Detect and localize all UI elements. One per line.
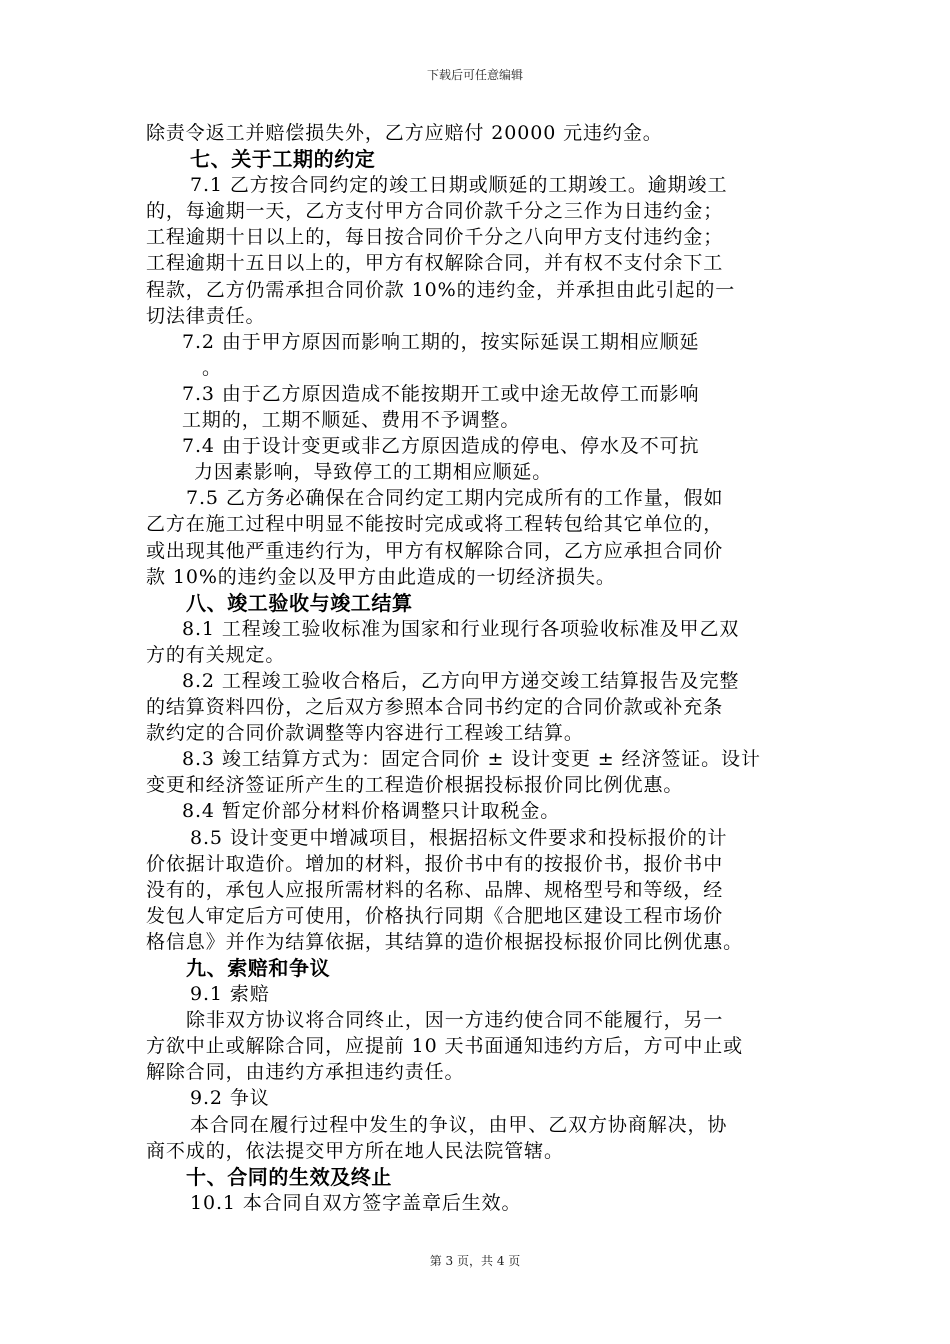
text-line: 程款，乙方仍需承担合同价款 10%的违约金，并承担由此引起的一	[146, 278, 736, 301]
text-line: 方的有关规定。	[146, 643, 286, 666]
text-line: 商不成的，依法提交甲方所在地人民法院管辖。	[146, 1139, 564, 1162]
text-line: 8.3 竣工结算方式为：固定合同价 ± 设计变更 ± 经济签证。设计	[182, 748, 761, 771]
text-line: 工程逾期十五日以上的，甲方有权解除合同，并有权不支付余下工	[146, 252, 724, 275]
text-line: 款约定的合同价款调整等内容进行工程竣工结算。	[146, 722, 584, 745]
text-line: 发包人审定后方可使用，价格执行同期《合肥地区建设工程市场价	[146, 904, 724, 927]
text-line: 8.5 设计变更中增减项目，根据招标文件要求和投标报价的计	[190, 826, 728, 849]
text-line: 价依据计取造价。增加的材料，报价书中有的按报价书，报价书中	[146, 852, 724, 875]
text-line: 的，每逾期一天，乙方支付甲方合同价款千分之三作为日违约金；	[146, 200, 724, 223]
text-line: 切法律责任。	[146, 304, 266, 327]
text-line: 方欲中止或解除合同，应提前 10 天书面通知违约方后，方可中止或	[146, 1035, 744, 1058]
text-line: 7.1 乙方按合同约定的竣工日期或顺延的工期竣工。逾期竣工	[190, 174, 728, 197]
text-line: 。	[202, 356, 222, 379]
text-line: 9.1 索赔	[190, 983, 270, 1006]
text-line: 除责令返工并赔偿损失外，乙方应赔付 20000 元违约金。	[146, 122, 663, 144]
text-line: 8.2 工程竣工验收合格后，乙方向甲方递交竣工结算报告及完整	[182, 669, 740, 692]
text-line: 8.1 工程竣工验收标准为国家和行业现行各项验收标准及甲乙双	[182, 617, 740, 640]
text-line: 或出现其他严重违约行为，甲方有权解除合同，乙方应承担合同价	[146, 539, 724, 562]
section-heading: 十、合同的生效及终止	[186, 1164, 392, 1189]
text-line: 变更和经济签证所产生的工程造价根据投标报价同比例优惠。	[146, 774, 684, 797]
text-line: 7.4 由于设计变更或非乙方原因造成的停电、停水及不可抗	[182, 435, 700, 458]
text-line: 本合同在履行过程中发生的争议，由甲、乙双方协商解决，协	[190, 1113, 728, 1136]
text-line: 7.3 由于乙方原因造成不能按期开工或中途无故停工而影响	[182, 382, 700, 405]
text-line: 工程逾期十日以上的，每日按合同价千分之八向甲方支付违约金；	[146, 226, 724, 249]
text-line: 工期的，工期不顺延、费用不予调整。	[182, 409, 521, 432]
text-line: 8.4 暂定价部分材料价格调整只计取税金。	[182, 800, 561, 823]
text-line: 款 10%的违约金以及甲方由此造成的一切经济损失。	[146, 565, 616, 588]
text-line: 格信息》并作为结算依据，其结算的造价根据投标报价同比例优惠。	[146, 930, 744, 953]
text-line: 乙方在施工过程中明显不能按时完成或将工程转包给其它单位的，	[146, 513, 724, 536]
text-line: 9.2 争议	[190, 1087, 270, 1110]
text-line: 7.2 由于甲方原因而影响工期的，按实际延误工期相应顺延	[182, 330, 700, 353]
text-line: 10.1 本合同自双方签字盖章后生效。	[190, 1191, 522, 1214]
text-line: 解除合同，由违约方承担违约责任。	[146, 1061, 465, 1084]
section-heading: 九、索赔和争议	[186, 956, 331, 980]
section-heading: 七、关于工期的约定	[190, 147, 376, 172]
document-body	[146, 120, 808, 1216]
text-line: 7.5 乙方务必确保在合同约定工期内完成所有的工作量，假如	[186, 487, 724, 510]
text-line: 力因素影响，导致停工的工期相应顺延。	[194, 461, 553, 484]
text-line: 没有的，承包人应报所需材料的名称、品牌、规格型号和等级，经	[146, 878, 724, 901]
text-line: 除非双方协议将合同终止，因一方违约使合同不能履行，另一	[186, 1009, 724, 1032]
text-line: 的结算资料四份，之后双方参照本合同书约定的合同价款或补充条	[146, 696, 724, 719]
page-footer: 第 3 页，共 4 页	[429, 1254, 521, 1268]
section-heading: 八、竣工验收与竣工结算	[186, 590, 413, 615]
page-header: 下载后可任意编辑	[426, 68, 523, 82]
